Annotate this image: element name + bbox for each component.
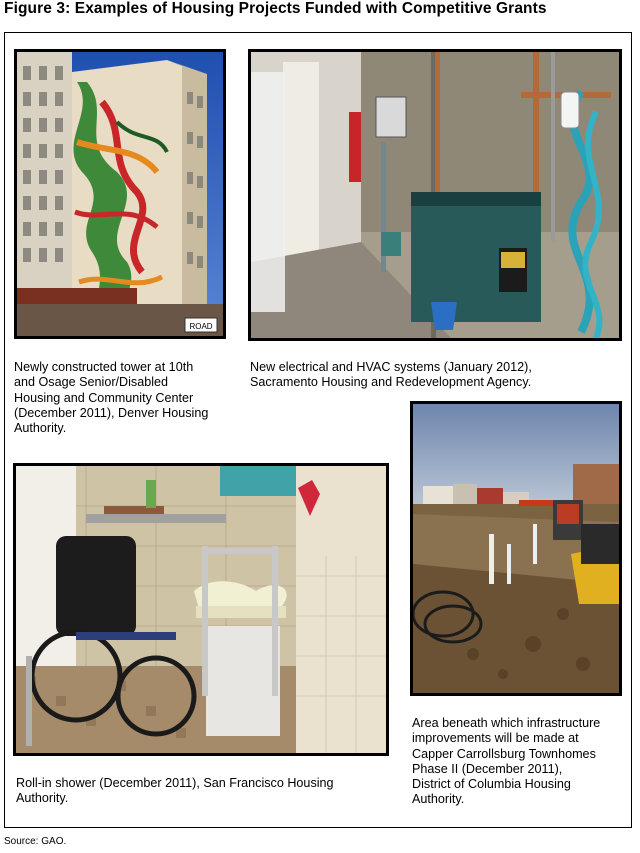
hvac-image	[251, 52, 619, 338]
shower-image	[16, 466, 386, 753]
photo-shower	[13, 463, 389, 756]
caption-line: Area beneath which infrastructure	[412, 716, 601, 730]
caption-line: District of Columbia Housing	[412, 777, 571, 792]
tower-image	[17, 52, 223, 336]
road-sign-text: ROAD	[189, 322, 213, 331]
caption-line: Roll-in shower (December 2011), San Francisco Housing	[16, 776, 334, 790]
caption-line: New electrical and HVAC systems (January 2012),	[250, 360, 532, 374]
caption-line: Capper Carrollsburg Townhomes	[412, 746, 596, 761]
caption-line: Newly constructed tower at 10th	[14, 360, 194, 374]
caption-construction	[412, 716, 600, 808]
photo-hvac	[248, 49, 622, 341]
caption-line: Phase II (December 2011),	[412, 761, 563, 776]
construction-image	[413, 404, 619, 693]
caption-line: and Osage Senior/Disabled	[14, 375, 169, 390]
caption-line: (December 2011), Denver Housing	[14, 405, 209, 420]
caption-line: Housing and Community Center	[14, 390, 194, 405]
caption-line: Authority.	[412, 792, 465, 807]
caption-hvac	[250, 360, 532, 391]
caption-shower	[16, 776, 334, 807]
caption-line: Authority.	[16, 791, 69, 806]
caption-line: Sacramento Housing and Redevelopment Agency.	[250, 375, 532, 390]
figure-title: Figure 3: Examples of Housing Projects Funded with Competitive Grants	[4, 0, 547, 17]
photo-construction	[410, 401, 622, 696]
source-note: Source: GAO.	[4, 836, 67, 847]
caption-line: improvements will be made at	[412, 731, 579, 746]
caption-line: Authority.	[14, 421, 67, 436]
caption-tower	[14, 360, 208, 436]
photo-tower	[14, 49, 226, 339]
